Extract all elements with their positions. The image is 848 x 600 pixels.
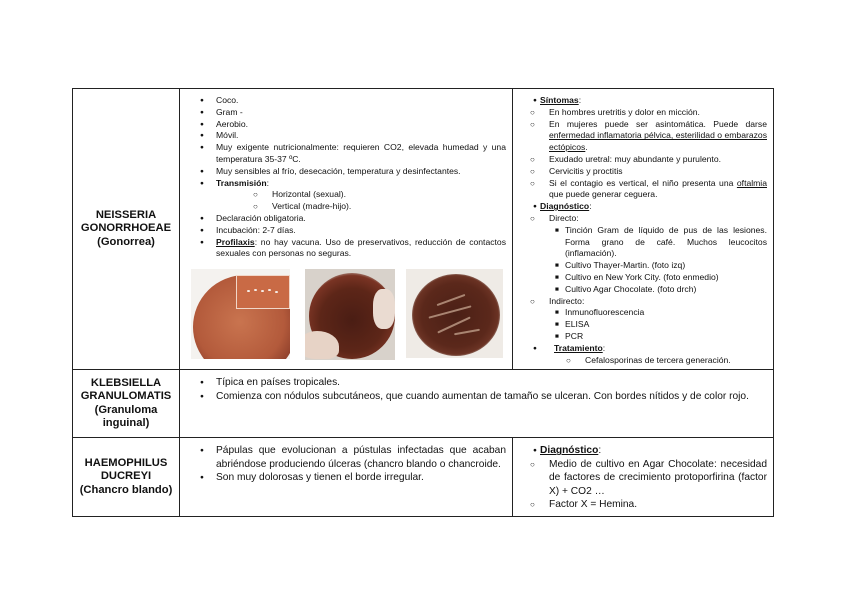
- list-item: ● Pápulas que evolucionan a pústulas infectadas que acaban abriéndose produciendo úlceras (chancro blando o chancroide.: [180, 444, 506, 471]
- text: Si el contagio es vertical, el niño presenta una: [549, 177, 737, 188]
- colon: :: [578, 95, 582, 105]
- thayer-martin-culture-photo: [191, 269, 290, 359]
- list-item: ● Incubación: 2-7 días.: [180, 225, 506, 237]
- neisseria-characteristics: [180, 89, 513, 370]
- name-line: (Granuloma: [94, 403, 158, 416]
- tratamiento-label: Tratamiento: [554, 342, 603, 353]
- name-line: inguinal): [102, 417, 150, 430]
- name-line: DUCREYI: [100, 470, 152, 483]
- list-item: ● Son muy dolorosas y tienen el borde irregular.: [180, 471, 506, 485]
- chocolate-agar-culture-photo: [406, 269, 503, 358]
- list-item: ● Coco.: [180, 95, 506, 107]
- list-item: ○ Vertical (madre-hijo).: [236, 201, 506, 213]
- list-item: ● Móvil.: [180, 130, 506, 142]
- list-item: ○ Horizontal (sexual).: [236, 189, 506, 201]
- name-haemophilus: [73, 438, 180, 517]
- name-line: NEISSERIA: [95, 208, 157, 221]
- neisseria-clinical: [513, 89, 774, 370]
- list-item: ● Gram -: [180, 107, 506, 119]
- culture-photos: [180, 269, 506, 365]
- list-item: ■ Cultivo Agar Chocolate. (foto drch): [531, 284, 767, 296]
- colon: :: [581, 295, 585, 306]
- list-item: ■ Cultivo Thayer-Martin. (foto izq): [531, 260, 767, 272]
- colon: :: [589, 201, 592, 212]
- list-item-transmision: [180, 178, 506, 213]
- colon: :: [576, 212, 579, 223]
- name-line: GONORRHOEAE: [80, 222, 172, 235]
- list-item: ○ Cervicitis y proctitis: [513, 166, 767, 178]
- name-line: HAEMOPHILUS: [84, 456, 168, 469]
- list-item-indirecto: [513, 296, 767, 343]
- directo-label: Directo: [549, 212, 577, 223]
- list-item-diagnostico: [513, 201, 767, 343]
- name-klebsiella: [73, 370, 180, 438]
- linked-text: oftalmia: [736, 177, 767, 188]
- list-item-tratamiento: [513, 343, 767, 367]
- diagnostico-label: Diagnóstico: [540, 445, 599, 457]
- list-item: ■ Inmunofluorescencia: [531, 307, 767, 319]
- list-item: ● Aerobio.: [180, 119, 506, 131]
- name-line: (Chancro blando): [79, 483, 173, 496]
- bacteria-table: [72, 88, 774, 517]
- list-item: ■ Tinción Gram de líquido de pus de las lesiones. Forma grano de café. Muchos leucocitos (inflamación).: [531, 225, 767, 260]
- profilaxis-label: Profilaxis: [216, 236, 255, 247]
- name-line: GRANULOMATIS: [80, 390, 172, 403]
- name-line: (Gonorrea): [97, 235, 155, 248]
- list-item-directo: [513, 213, 767, 296]
- name-neisseria: [73, 89, 180, 370]
- indirecto-label: Indirecto: [549, 295, 582, 306]
- list-item: ○ Exudado uretral: muy abundante y purulento.: [513, 154, 767, 166]
- list-item: ■ PCR: [531, 331, 767, 343]
- profilaxis-text: : no hay vacuna. Uso de preservativos, reducción de contactos sexuales con personas no seguras.: [216, 236, 506, 259]
- new-york-city-culture-photo: [305, 269, 395, 360]
- list-item: ● Declaración obligatoria.: [180, 213, 506, 225]
- list-item: ○ En hombres uretritis y dolor en micción.: [513, 107, 767, 119]
- list-item-sintomas: [513, 95, 767, 201]
- name-line: KLEBSIELLA: [90, 376, 162, 389]
- list-item: ● Típica en países tropicales.: [180, 376, 767, 390]
- row-klebsiella: [73, 370, 774, 438]
- list-item: [513, 119, 767, 154]
- row-neisseria: [73, 89, 774, 370]
- colon: :: [602, 342, 606, 353]
- list-item: [513, 178, 767, 202]
- row-haemophilus: [73, 438, 774, 517]
- list-item: ● Muy exigente nutricionalmente: requieren CO2, elevada humedad y una temperatura 35-37 ºC.: [180, 142, 506, 166]
- haemophilus-symptoms: [180, 438, 513, 517]
- colon: :: [598, 445, 602, 457]
- list-item-profilaxis: [180, 237, 506, 261]
- list-item: ○ Cefalosporinas de tercera generación.: [549, 355, 767, 367]
- haemophilus-diagnosis: [513, 438, 774, 517]
- text: En mujeres puede ser asintomática. Puede darse: [549, 118, 767, 129]
- list-item-diagnostico: [513, 444, 767, 512]
- list-item: ○ Medio de cultivo en Agar Chocolate: necesidad de factores de crecimiento protoporfirina (factor X) + CO2 …: [513, 458, 767, 499]
- transmision-label: Transmisión: [216, 177, 267, 188]
- list-item: ■ Cultivo en New York City. (foto enmedio): [531, 272, 767, 284]
- list-item: ● Muy sensibles al frío, desecación, temperatura y desinfectantes.: [180, 166, 506, 178]
- linked-text: enfermedad inflamatoria pélvica, esterilidad o embarazos ectópicos: [549, 130, 767, 153]
- text: que puede generar ceguera.: [549, 189, 658, 200]
- list-item: ■ ELISA: [531, 319, 767, 331]
- diagnostico-label: Diagnóstico: [540, 201, 590, 212]
- text: .: [585, 142, 588, 153]
- sintomas-label: Síntomas: [540, 95, 579, 105]
- colon: :: [266, 177, 270, 188]
- list-item: ○ Factor X = Hemina.: [513, 498, 767, 512]
- klebsiella-description: [180, 370, 774, 438]
- list-item: ● Comienza con nódulos subcutáneos, que cuando aumentan de tamaño se ulceran. Con bordes nítidos y de color rojo.: [180, 390, 767, 404]
